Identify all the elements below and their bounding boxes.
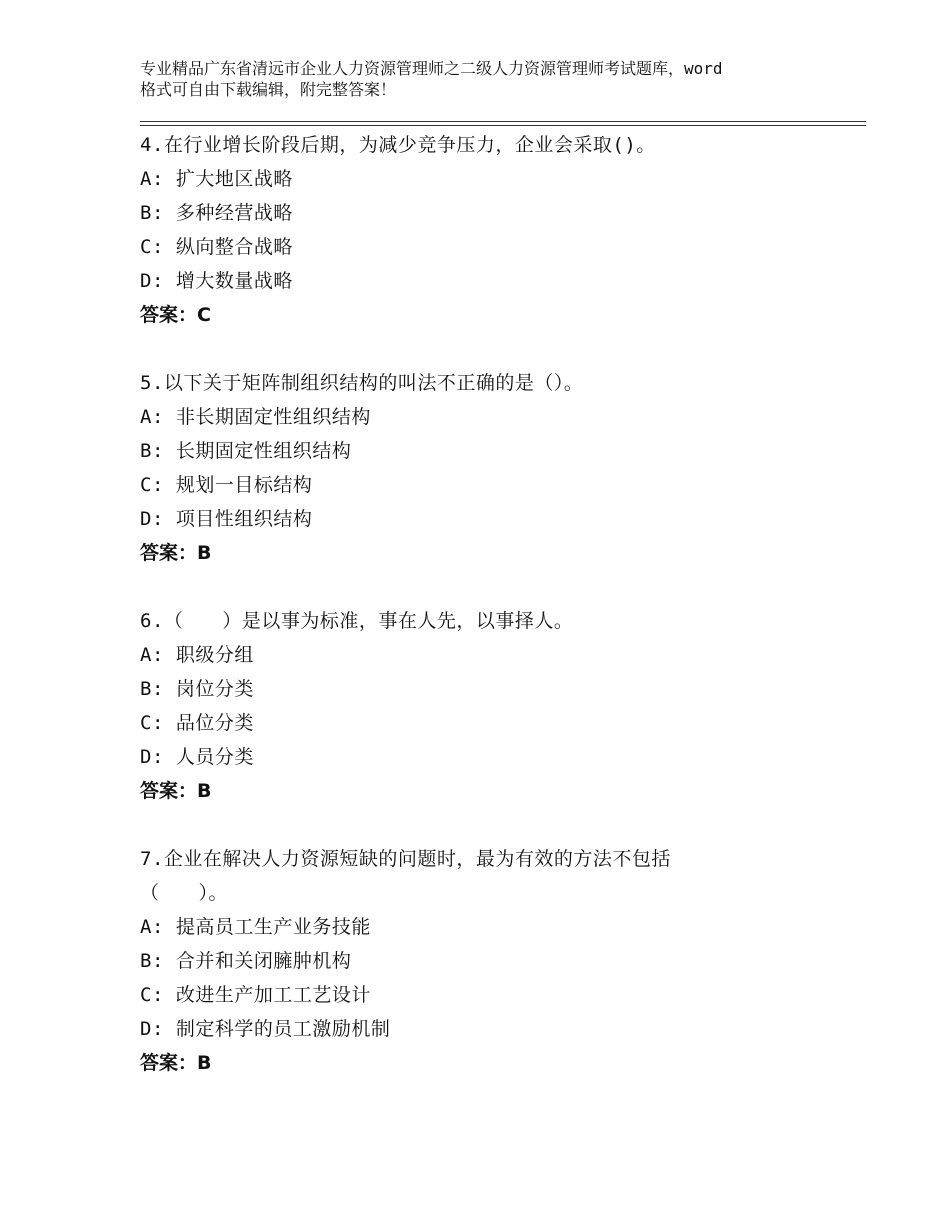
document-header	[140, 58, 840, 100]
header-line-1: 专业精品广东省清远市企业人力资源管理师之二级人力资源管理师考试题库，word	[140, 59, 723, 78]
option-d: D: 增大数量战略	[140, 270, 293, 292]
question-6	[140, 604, 866, 808]
header-divider-bottom	[140, 125, 866, 126]
option-a: A: 非长期固定性组织结构	[140, 406, 371, 428]
question-text: 7.企业在解决人力资源短缺的问题时，最为有效的方法不包括（ ）。	[140, 848, 671, 904]
option-b: B: 长期固定性组织结构	[140, 440, 352, 462]
question-4	[140, 128, 866, 332]
option-a: A: 职级分组	[140, 644, 254, 666]
option-b: B: 多种经营战略	[140, 202, 293, 224]
header-divider-top	[140, 121, 866, 122]
question-text: 5.以下关于矩阵制组织结构的叫法不正确的是（）。	[140, 372, 584, 394]
option-d: D: 项目性组织结构	[140, 508, 313, 530]
option-a: A: 扩大地区战略	[140, 168, 293, 190]
answer: 答案：C	[140, 304, 211, 326]
option-d: D: 制定科学的员工激励机制	[140, 1018, 391, 1040]
option-a: A: 提高员工生产业务技能	[140, 916, 371, 938]
option-b: B: 岗位分类	[140, 678, 254, 700]
question-text: 6.（ ）是以事为标准，事在人先，以事择人。	[140, 610, 574, 632]
header-line-2: 格式可自由下载编辑，附完整答案！	[140, 80, 397, 99]
option-b: B: 合并和关闭臃肿机构	[140, 950, 352, 972]
question-text: 4.在行业增长阶段后期，为减少竞争压力，企业会采取()。	[140, 134, 656, 156]
option-c: C: 纵向整合战略	[140, 236, 293, 258]
option-d: D: 人员分类	[140, 746, 254, 768]
question-list	[140, 128, 866, 1114]
option-c: C: 改进生产加工工艺设计	[140, 984, 371, 1006]
answer: 答案：B	[140, 1052, 212, 1074]
option-c: C: 品位分类	[140, 712, 254, 734]
answer: 答案：B	[140, 542, 212, 564]
answer: 答案：B	[140, 780, 212, 802]
question-7	[140, 842, 866, 1080]
option-c: C: 规划一目标结构	[140, 474, 313, 496]
question-5	[140, 366, 866, 570]
